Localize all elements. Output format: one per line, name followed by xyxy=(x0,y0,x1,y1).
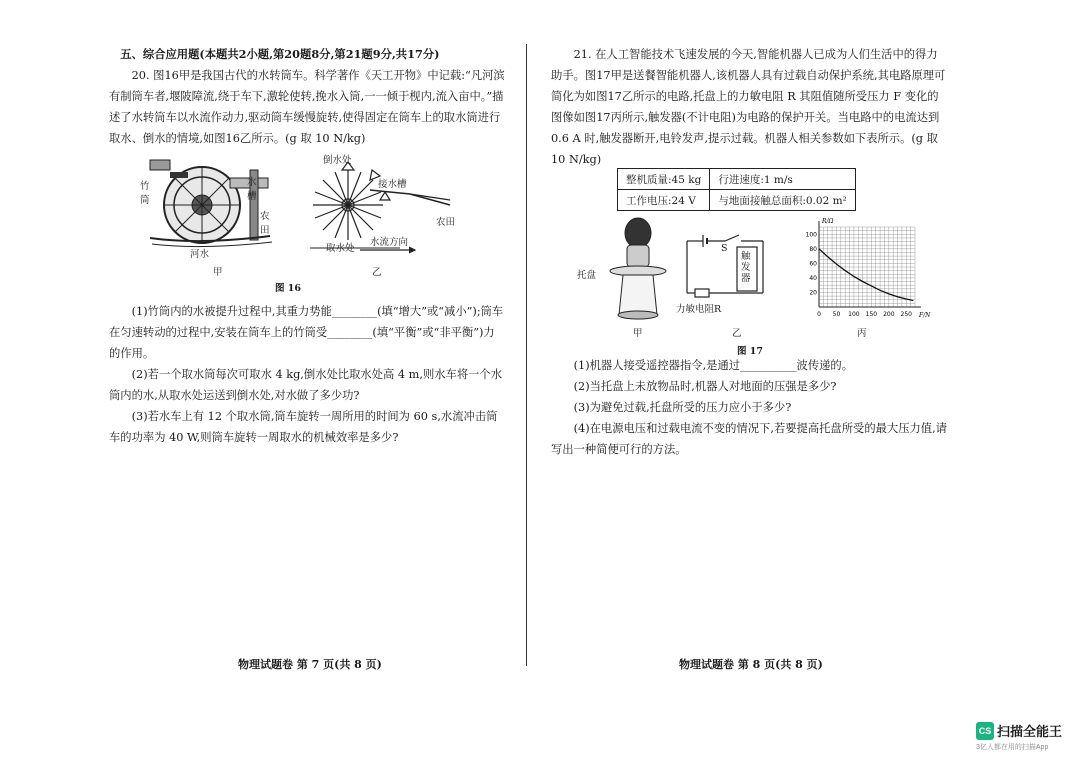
x-axis-label: F/N xyxy=(919,312,931,319)
label-jia-17: 甲 xyxy=(633,328,643,339)
right-page xyxy=(551,44,947,170)
y-tick-label: 60 xyxy=(809,260,817,268)
left-footer: 物理试题卷 第 7 页(共 8 页) xyxy=(238,658,382,671)
label-yi-16: 乙 xyxy=(372,267,382,278)
y-tick-label: 100 xyxy=(805,231,817,239)
figure-17-caption: 图 17 xyxy=(737,346,764,357)
figure-16 xyxy=(110,150,510,294)
robot-params-table xyxy=(617,168,856,211)
y-tick-label: 40 xyxy=(809,274,817,282)
right-questions xyxy=(551,355,947,460)
label-tuopan: 托盘 xyxy=(577,270,597,281)
left-questions xyxy=(109,301,505,448)
left-page xyxy=(109,44,505,149)
q20-intro: 20. 图16甲是我国古代的水转筒车。科学著作《天工开物》中记载:“凡河滨有制筒车者,堰陂障流,绕于车下,激轮使转,挽水入筒,一一倾于枧内,流入亩中。”描述了水转筒车以水流作动力,驱动筒车缓慢旋转,使得固定在筒车上的取水筒进行取水、倒水的情境,如图16乙所示。(g 取 10 N/kg) xyxy=(109,69,505,145)
q21-intro: 21. 在人工智能技术飞速发展的今天,智能机器人已成为人们生活中的得力助手。图17甲是送餐智能机器人,该机器人具有过载自动保护系统,其电路原理可简化为如图17乙所示的电路,托盘上的力敏电阻 R 其阻值随所受压力 F 变化的图像如图17丙所示,触发器(不计电阻)为电路的保护开关。当电路中的电流达到 0.6 A 时,触发器断开,电铃发声,提示过载。机器人相关参数如下表所示。(g 取 10 N/kg) xyxy=(551,48,946,166)
label-nongtian2: 农田 xyxy=(436,217,456,228)
q21-part1: (1)机器人接受遥控器指令,是通过__________波传递的。 xyxy=(573,359,854,372)
q21-part4: (4)在电源电压和过载电流不变的情况下,若要提高托盘所受的最大压力值,请写出一种简便可行的方法。 xyxy=(551,422,947,456)
figure-16-caption: 图 16 xyxy=(275,283,302,294)
label-heshui: 河水 xyxy=(190,249,210,260)
right-footer: 物理试题卷 第 8 页(共 8 页) xyxy=(679,658,823,671)
table-cell: 工作电压:24 V xyxy=(618,190,710,211)
brand-name: 扫描全能王 xyxy=(997,724,1063,739)
label-jia-16: 甲 xyxy=(213,267,223,278)
y-axis-label: R/Ω xyxy=(822,218,834,225)
x-tick-label: 150 xyxy=(865,311,878,318)
label-zhutong: 竹筒 xyxy=(140,181,150,206)
q20-part2: (2)若一个取水筒每次可取水 4 kg,倒水处比取水处高 4 m,则水车将一个水筒内的水,从取水处运送到倒水处,对水做了多少功? xyxy=(109,368,503,402)
x-tick-label: 200 xyxy=(883,311,895,318)
label-bing: 丙 xyxy=(857,328,867,339)
label-resistor: 力敏电阻R xyxy=(676,304,722,315)
x-tick-label: 250 xyxy=(900,311,912,318)
table-row xyxy=(618,190,856,211)
section-title: 五、综合应用题(本题共2小题,第20题8分,第21题9分,共17分) xyxy=(120,47,440,61)
series-line xyxy=(819,249,913,301)
table-row xyxy=(618,169,856,190)
brand-tagline: 3亿人都在用的扫描App xyxy=(976,744,1049,751)
x-tick-label: 0 xyxy=(817,311,821,318)
q20-part1: (1)竹筒内的水被提升过程中,其重力势能________(填“增大”或“减小”);筒车在匀速转动的过程中,安装在筒车上的竹筒受________(填“平衡”或“非平衡”)力的作用。 xyxy=(109,305,504,360)
figure-17 xyxy=(575,215,935,355)
label-shuiliu: 水流方向 xyxy=(370,237,409,248)
y-tick-label: 20 xyxy=(809,289,817,297)
label-qushuichu: 取水处 xyxy=(326,243,355,254)
table-cell: 整机质量:45 kg xyxy=(618,169,710,190)
cs-icon: CS xyxy=(976,722,994,740)
scanner-logo xyxy=(976,720,1062,740)
label-trigger: 触发器 xyxy=(741,251,751,284)
q21-part2: (2)当托盘上未放物品时,机器人对地面的压强是多少? xyxy=(573,380,837,393)
label-yi-17: 乙 xyxy=(732,328,742,339)
label-switch: S xyxy=(721,243,728,254)
x-tick-label: 50 xyxy=(832,311,841,318)
label-nongtian: 农田 xyxy=(260,211,270,236)
y-tick-label: 80 xyxy=(809,245,817,253)
label-shuicao: 水槽 xyxy=(247,177,257,202)
q21-part3: (3)为避免过载,托盘所受的压力应小于多少? xyxy=(573,401,792,414)
table-cell: 行进速度:1 m/s xyxy=(710,169,855,190)
label-jieshuicao: 接水槽 xyxy=(378,179,407,190)
resistance-force-chart xyxy=(797,215,932,323)
label-daoshuichu: 倒水处 xyxy=(323,155,352,166)
x-tick-label: 100 xyxy=(848,311,860,318)
q20-part3: (3)若水车上有 12 个取水筒,筒车旋转一周所用的时间为 60 s,水流冲击筒车的功率为 40 W,则筒车旋转一周取水的机械效率是多少? xyxy=(109,410,498,444)
page-divider xyxy=(526,44,527,666)
table-cell: 与地面接触总面积:0.02 m² xyxy=(710,190,855,211)
